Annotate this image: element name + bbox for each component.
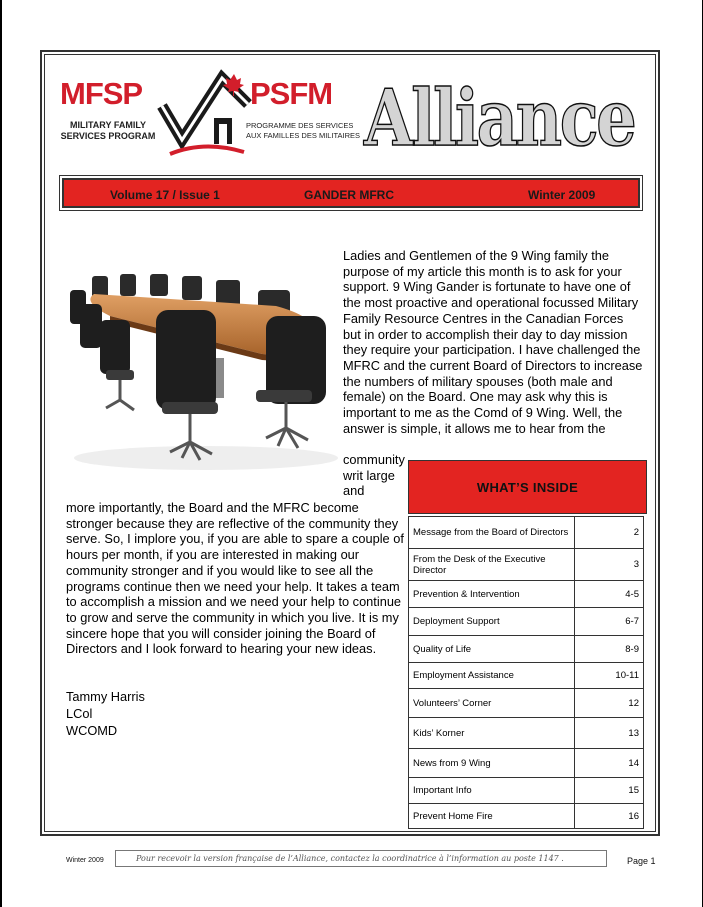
logo-psfm-text: PSFM xyxy=(250,76,333,111)
newsletter-title: Alliance xyxy=(364,73,635,164)
toc-row xyxy=(409,549,644,581)
toc-item-page: 10-11 xyxy=(575,663,644,689)
toc-row xyxy=(409,636,644,663)
signature-block xyxy=(66,688,145,739)
toc-row xyxy=(409,689,644,718)
article-text-bottom: more importantly, the Board and the MFRC become stronger because they are reflective of the community they serve. So, I implore you, if you are able to spare a couple of hours per month, if you are interested in making our community stronger and if you would like to see all the programs continue then we need your help. It takes a team to accomplish a mission and we need your help to continue to grow and serve the community in which you live. It is my sincere hope that you will consider joining the Board of Directors and I look forward to hearing your new ideas. xyxy=(66,500,404,657)
organization-name: GANDER MFRC xyxy=(304,188,394,202)
toc-row xyxy=(409,804,644,829)
toc-row xyxy=(409,517,644,549)
page-number: Page 1 xyxy=(627,856,656,866)
volume-issue: Volume 17 / Issue 1 xyxy=(110,188,220,202)
signature-rank: LCol xyxy=(66,706,93,721)
toc-item-page: 12 xyxy=(575,689,644,718)
toc-item-label: Employment Assistance xyxy=(409,663,575,689)
toc-item-page: 2 xyxy=(575,517,644,549)
toc-item-page: 8-9 xyxy=(575,636,644,663)
toc-item-label: From the Desk of the Executive Director xyxy=(409,549,575,581)
toc-item-page: 3 xyxy=(575,549,644,581)
toc-item-label: Prevent Home Fire xyxy=(409,804,575,829)
toc-item-label: Message from the Board of Directors xyxy=(409,517,575,549)
signature-position: WCOMD xyxy=(66,723,118,738)
issue-season: Winter 2009 xyxy=(528,188,596,202)
toc-item-page: 4-5 xyxy=(575,581,644,608)
toc-item-page: 6-7 xyxy=(575,608,644,636)
toc-item-label: Deployment Support xyxy=(409,608,575,636)
toc-item-label: Kids’ Korner xyxy=(409,718,575,749)
toc-row xyxy=(409,718,644,749)
toc-table xyxy=(408,516,644,829)
whats-inside-box xyxy=(408,460,647,829)
toc-item-label: Volunteers’ Corner xyxy=(409,689,575,718)
toc-item-page: 15 xyxy=(575,778,644,804)
footer-french-note: Pour recevoir la version française de l’Alliance, contactez la coordinatrice à l’information au poste 1147 . xyxy=(115,850,607,867)
toc-item-label: News from 9 Wing xyxy=(409,749,575,778)
toc-item-page: 14 xyxy=(575,749,644,778)
house-check-icon xyxy=(156,68,252,158)
issue-banner xyxy=(62,178,640,208)
toc-heading: WHAT’S INSIDE xyxy=(408,460,647,514)
logo-french-name: PROGRAMME DES SERVICES AUX FAMILLES DES MILITAIRES xyxy=(246,121,361,140)
footer-issue: Winter 2009 xyxy=(66,857,104,864)
toc-item-page: 13 xyxy=(575,718,644,749)
toc-row xyxy=(409,778,644,804)
toc-row xyxy=(409,608,644,636)
signature-name: Tammy Harris xyxy=(66,689,145,704)
logo-mfsp-text: MFSP xyxy=(60,76,143,111)
toc-item-label: Prevention & Intervention xyxy=(409,581,575,608)
article-text-top: Ladies and Gentlemen of the 9 Wing family the purpose of my article this month is to ask for your support. 9 Wing Gander is fortunate to have one of the most proactive and operational focussed Military Family Resource Centres in the Canadian Forces but in order to accomplish their day to day mission they require your participation. I have challenged the MFRC and the current Board of Directors to increase the numbers of military spouses (both male and female) on the Board. One may ask why this is important to me as the Comd of 9 Wing. Well, the answer is simple, it allows me to hear from the xyxy=(343,248,643,436)
article-text-middle: community writ large and xyxy=(343,452,405,499)
toc-item-label: Quality of Life xyxy=(409,636,575,663)
toc-row xyxy=(409,663,644,689)
toc-row xyxy=(409,581,644,608)
logo-english-name: MILITARY FAMILY SERVICES PROGRAM xyxy=(60,120,156,141)
toc-item-page: 16 xyxy=(575,804,644,829)
boardroom-table-image xyxy=(66,262,340,472)
toc-item-label: Important Info xyxy=(409,778,575,804)
mfsp-logo xyxy=(58,68,361,164)
toc-row xyxy=(409,749,644,778)
